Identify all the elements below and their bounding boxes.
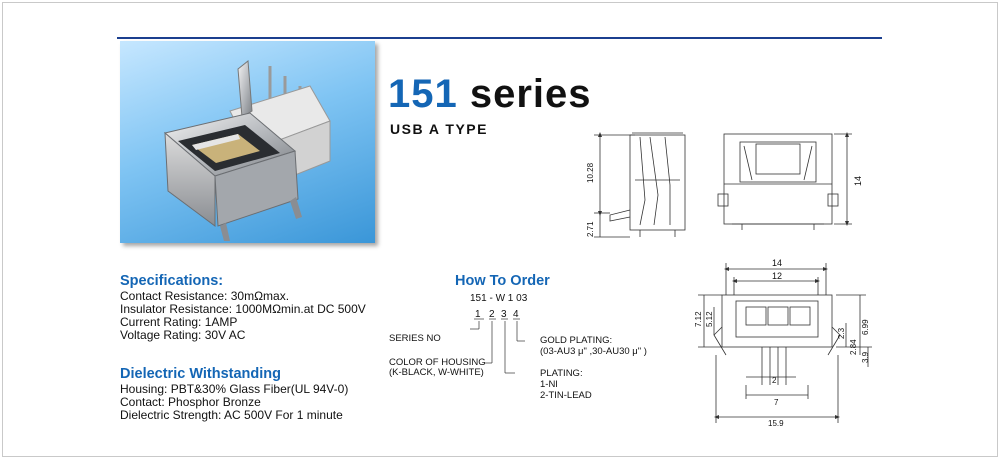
specifications-heading: Specifications: bbox=[120, 273, 224, 289]
order-digit: 3 bbox=[501, 309, 507, 320]
dim-width-12: 12 bbox=[772, 271, 783, 281]
dim-pin-2: 2 bbox=[772, 376, 777, 385]
spec-line: Insulator Resistance: 1000MΩmin.at DC 500V bbox=[120, 302, 366, 316]
side-view-drawing bbox=[580, 125, 695, 245]
product-photo bbox=[120, 41, 375, 243]
dim-right-23: 2.3 bbox=[837, 327, 846, 339]
order-plating-option-2: 2-TIN-LEAD bbox=[540, 390, 592, 401]
dielectric-line: Contact: Phosphor Bronze bbox=[120, 395, 261, 409]
order-plating-label: PLATING: bbox=[540, 368, 583, 379]
dim-right-284: 2.84 bbox=[849, 339, 858, 355]
dim-height-512: 5.12 bbox=[705, 311, 714, 327]
dim-overall-159: 15.9 bbox=[768, 419, 784, 428]
dim-right-699: 6.99 bbox=[861, 319, 870, 335]
dielectric-line: Dielectric Strength: AC 500V For 1 minute bbox=[120, 408, 343, 422]
dielectric-heading: Dielectric Withstanding bbox=[120, 366, 282, 382]
header-rule bbox=[117, 37, 882, 39]
order-gold-label: GOLD PLATING: bbox=[540, 335, 613, 346]
order-digit: 1 bbox=[475, 309, 481, 320]
product-subtitle: USB A TYPE bbox=[390, 121, 488, 137]
dim-pin-7: 7 bbox=[774, 398, 779, 407]
dim-front-height: 14 bbox=[853, 175, 863, 186]
order-plating-option-1: 1-NI bbox=[540, 379, 558, 390]
dim-right-39: 3.9 bbox=[861, 351, 870, 363]
dim-side-top: 10.28 bbox=[586, 162, 595, 183]
series-word: series bbox=[469, 72, 592, 116]
series-number: 151 bbox=[388, 72, 458, 116]
spec-line: Contact Resistance: 30mΩmax. bbox=[120, 289, 290, 303]
order-series-no: SERIES NO bbox=[389, 333, 441, 344]
front-view-drawing bbox=[712, 128, 872, 233]
top-view-drawing bbox=[686, 255, 886, 455]
product-title bbox=[388, 70, 592, 118]
dielectric-line: Housing: PBT&30% Glass Fiber(UL 94V-0) bbox=[120, 382, 349, 396]
dim-height-712: 7.12 bbox=[694, 311, 703, 327]
usb-connector-illustration bbox=[120, 41, 375, 243]
order-digit: 4 bbox=[513, 309, 519, 320]
how-to-order-heading: How To Order bbox=[455, 273, 550, 289]
spec-line: Current Rating: 1AMP bbox=[120, 315, 238, 329]
order-gold-options: (03-AU3 μ" ,30-AU30 μ" ) bbox=[540, 346, 647, 357]
order-housing-options: (K-BLACK, W-WHITE) bbox=[389, 367, 484, 378]
spec-line: Voltage Rating: 30V AC bbox=[120, 328, 246, 342]
dim-width-14: 14 bbox=[772, 258, 783, 268]
order-digit: 2 bbox=[489, 309, 495, 320]
dim-side-bottom: 2.71 bbox=[586, 221, 595, 237]
order-code: 151 - W 1 03 bbox=[470, 293, 528, 304]
order-housing-label: COLOR OF HOUSING bbox=[389, 357, 486, 368]
